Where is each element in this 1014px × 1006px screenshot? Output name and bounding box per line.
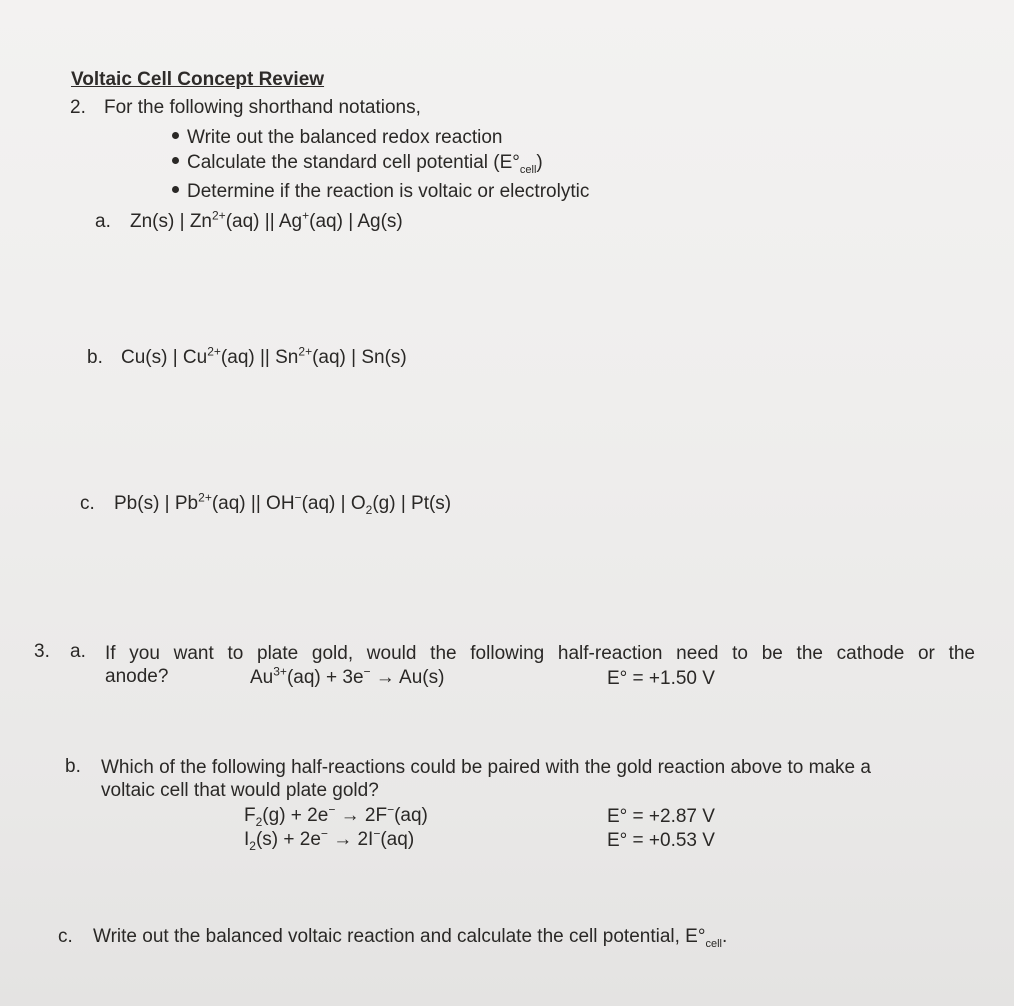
part-c-notation bbox=[114, 490, 452, 517]
notation-text: (aq) || Sn bbox=[220, 347, 299, 368]
notation-text: (aq) | O bbox=[301, 493, 366, 514]
question-3c-text bbox=[93, 926, 727, 948]
bullet-icon bbox=[172, 186, 179, 193]
charge-superscript: − bbox=[328, 802, 336, 817]
question-3-number: 3. bbox=[34, 641, 50, 662]
iodine-potential: E° = +0.53 V bbox=[607, 830, 715, 851]
bullet-icon bbox=[172, 132, 179, 139]
reaction-text: → 2F bbox=[335, 805, 388, 826]
question-text: Write out the balanced voltaic reaction and calculate the cell potential, E° bbox=[93, 926, 706, 947]
bullet-icon bbox=[172, 157, 179, 164]
part-b-notation bbox=[121, 344, 407, 369]
reaction-text: (aq) bbox=[380, 829, 415, 850]
notation-text: (g) | Pt(s) bbox=[372, 493, 452, 514]
fluorine-half-reaction bbox=[244, 802, 428, 829]
reaction-text: → 2I bbox=[327, 829, 374, 850]
charge-superscript: − bbox=[387, 802, 395, 817]
notation-text: Cu(s) | Cu bbox=[121, 347, 208, 368]
bullet-text: Calculate the standard cell potential (E° bbox=[187, 152, 520, 173]
reaction-text: (aq) + 3e bbox=[286, 667, 364, 688]
question-3b-text-2: voltaic cell that would plate gold? bbox=[101, 780, 379, 801]
notation-text: Pb(s) | Pb bbox=[114, 493, 199, 514]
charge-superscript: − bbox=[294, 490, 302, 505]
reaction-text: F bbox=[244, 805, 256, 826]
part-c-label: c. bbox=[80, 493, 95, 514]
bullet-text: Determine if the reaction is voltaic or electrolytic bbox=[187, 181, 590, 202]
notation-text: Zn(s) | Zn bbox=[130, 211, 212, 232]
charge-superscript: − bbox=[363, 664, 371, 679]
page-title: Voltaic Cell Concept Review bbox=[71, 69, 325, 90]
part-a-notation bbox=[130, 208, 403, 233]
fluorine-potential: E° = +2.87 V bbox=[607, 806, 715, 827]
bullet-subscript: cell bbox=[519, 163, 537, 176]
reaction-text: (aq) bbox=[394, 805, 428, 826]
question-text-end: . bbox=[721, 926, 728, 947]
cell-subscript: cell bbox=[705, 937, 722, 950]
charge-superscript: 2+ bbox=[212, 208, 226, 223]
question-3a-label: a. bbox=[70, 641, 86, 662]
formula-subscript: 2 bbox=[249, 838, 256, 853]
reaction-text: I bbox=[244, 829, 250, 850]
bullet-item bbox=[172, 152, 543, 174]
charge-superscript: 2+ bbox=[198, 490, 212, 505]
notation-text: (aq) | Sn(s) bbox=[312, 347, 407, 368]
charge-superscript: − bbox=[320, 826, 328, 841]
reaction-text: (s) + 2e bbox=[255, 829, 321, 850]
charge-superscript: 3+ bbox=[273, 664, 287, 679]
question-3b-label: b. bbox=[65, 756, 81, 777]
question-3a-text-2: anode? bbox=[105, 666, 169, 687]
formula-subscript: 2 bbox=[255, 814, 263, 829]
notation-text: (aq) || Ag bbox=[225, 211, 303, 232]
reaction-text: Au bbox=[250, 667, 274, 688]
iodine-half-reaction bbox=[244, 826, 415, 853]
gold-half-reaction bbox=[250, 664, 445, 689]
question-2-number: 2. bbox=[70, 97, 86, 118]
gold-potential: E° = +1.50 V bbox=[607, 668, 715, 689]
reaction-text: (g) + 2e bbox=[262, 805, 329, 826]
charge-superscript: − bbox=[373, 826, 381, 841]
reaction-text: → Au(s) bbox=[370, 667, 445, 688]
formula-subscript: 2 bbox=[365, 502, 373, 517]
part-a-label: a. bbox=[95, 211, 111, 232]
charge-superscript: + bbox=[302, 208, 310, 223]
question-3c-label: c. bbox=[58, 926, 73, 947]
charge-superscript: 2+ bbox=[298, 344, 313, 359]
question-2-prompt: For the following shorthand notations, bbox=[104, 97, 421, 118]
question-3a-text: If you want to plate gold, would the following half-reaction need to be the cathode or the bbox=[105, 643, 975, 664]
notation-text: (aq) || OH bbox=[211, 493, 295, 514]
question-3b-text: Which of the following half-reactions could be paired with the gold reaction above to make a bbox=[101, 757, 871, 778]
bullet-close: ) bbox=[536, 152, 543, 173]
part-b-label: b. bbox=[87, 347, 103, 368]
bullet-item bbox=[172, 127, 502, 149]
bullet-text: Write out the balanced redox reaction bbox=[187, 127, 503, 148]
charge-superscript: 2+ bbox=[207, 344, 221, 359]
notation-text: (aq) | Ag(s) bbox=[309, 211, 403, 232]
bullet-item bbox=[172, 181, 589, 203]
